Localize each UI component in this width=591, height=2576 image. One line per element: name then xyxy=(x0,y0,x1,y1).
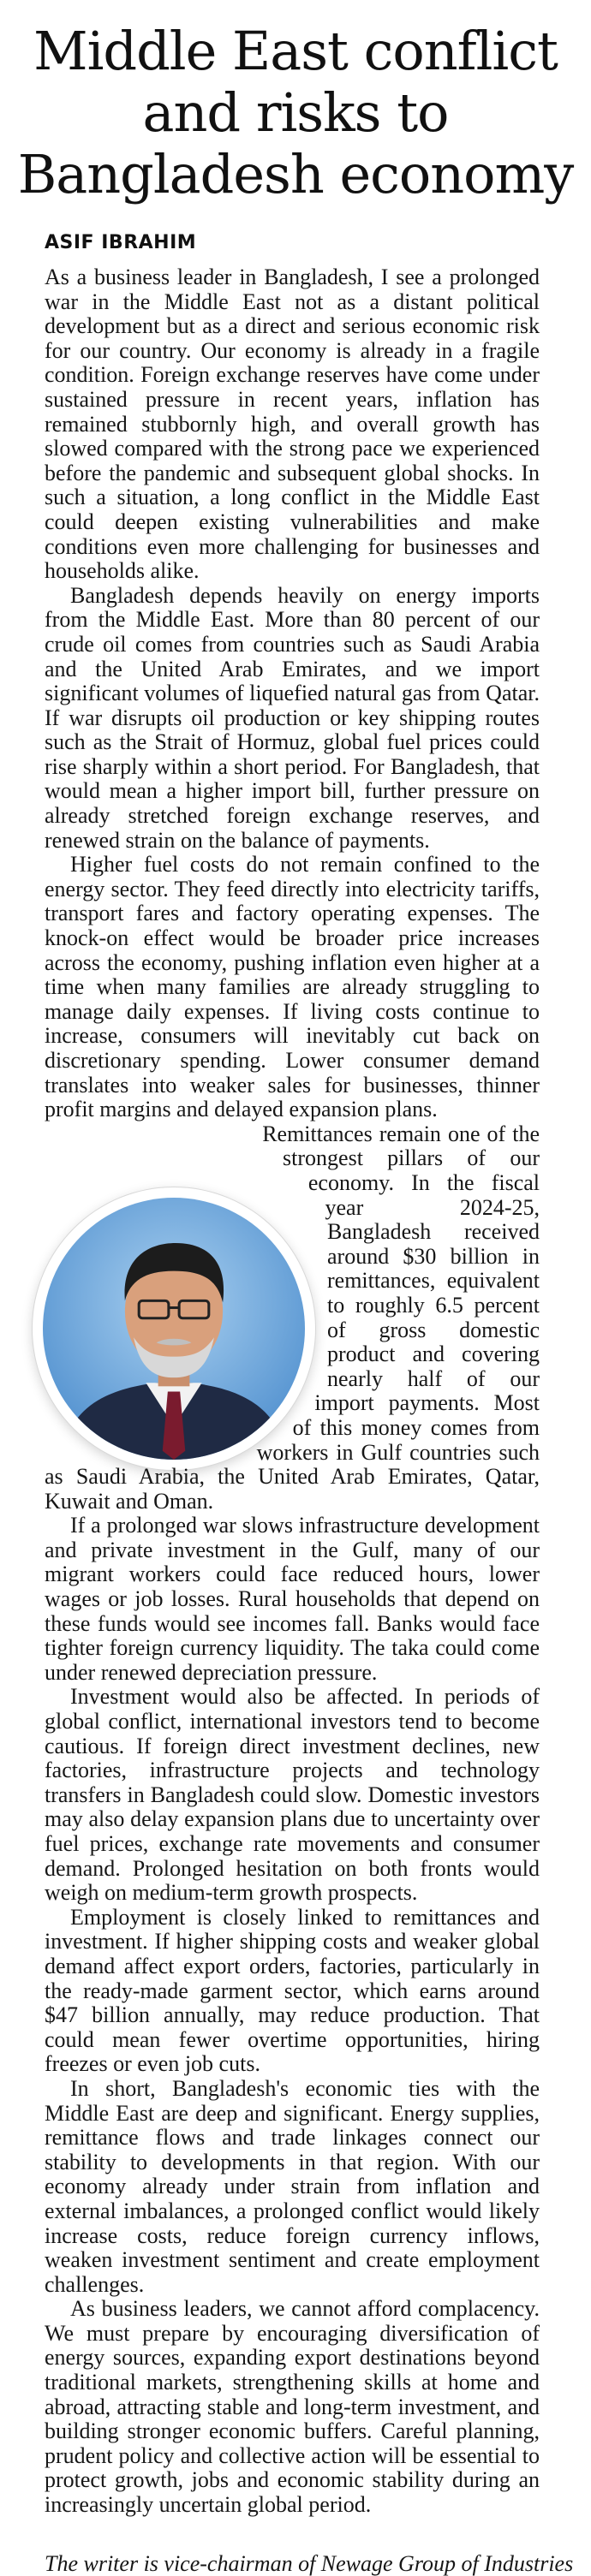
paragraph-2: Bangladesh depends heavily on energy imports from the Middle East. More than 80 percent of our crude oil comes from countries such as Saudi Arabia and the United Arab Emirates, and we import significant volumes of liquefied natural gas from Qatar. If war disrupts oil production or key shipping routes such as the Strait of Hormuz, global fuel prices could rise sharply within a short period. For Bangladesh, that would mean a higher import bill, further pressure on already stretched foreign exchange reserves, and renewed strain on the balance of payments. xyxy=(45,582,540,853)
headline: Middle East conflict and risks to Bangladesh economy xyxy=(17,20,574,205)
paragraph-9: As business leaders, we cannot afford complacency. We must prepare by encouraging diversification of energy sources, expanding export destinations beyond traditional markets, strengthening skills at home and abroad, attracting stable and long-term investment, and building stronger economic buffers. Careful planning, prudent policy and collective action will be essential to protect growth, jobs and economic stability during an increasingly uncertain global period. xyxy=(45,2296,540,2518)
paragraph-7: Employment is closely linked to remittances and investment. If higher shipping costs and weaker global demand affect export orders, factories, particularly in the ready-made garment sector, which earns around $47 billion annually, may reduce production. That could mean fewer overtime opportunities, hiring freezes or even job cuts. xyxy=(45,1904,540,2077)
author-portrait-image xyxy=(43,1198,305,1460)
paragraph-5: If a prolonged war slows infrastructure development and private investment in the Gulf, many of our migrant workers could face reduced hours, lower wages or job losses. Rural households that depend on these funds would see incomes fall. Banks would face tighter foreign currency liquidity. The taka could come under renewed depreciation pressure. xyxy=(45,1513,540,1685)
paragraph-8: In short, Bangladesh's economic ties with the Middle East are deep and significant. Energy supplies, remittance flows and trade linkages connect our stability to developments in that region. With our economy already under strain from inflation and external imbalances, a prolonged conflict would likely increase costs, reduce foreign currency inflows, weaken investment sentiment and create employment challenges. xyxy=(45,2075,540,2297)
author-note: The writer is vice-chairman of Newage Group of Industries xyxy=(45,2550,574,2576)
paragraph-6: Investment would also be affected. In periods of global conflict, international investors tend to become cautious. If foreign direct investment declines, new factories, infrastructure projects and technology transfers in Bangladesh could slow. Domestic investors may also delay expansion plans due to uncertainty over fuel prices, exchange rate movements and consumer demand. Prolonged hesitation on both fronts would weigh on medium-term growth prospects. xyxy=(45,1684,540,1906)
author-photo-frame xyxy=(33,1187,315,1470)
paragraph-4: Remittances remain one of the strongest pillars of our economy. In the fiscal year 2024-25, Bangladesh received around $30 billion in remittances, equivalent to roughly 6.5 percent of gross domestic product and covering nearly half of our import payments. Most of this money comes from workers in Gulf countries such as Saudi Arabia, the United Arab Emirates, Qatar, Kuwait and Oman. xyxy=(45,1121,540,1514)
article-body xyxy=(0,265,540,2518)
byline: ASIF IBRAHIM xyxy=(45,232,197,253)
paragraph-3: Higher fuel costs do not remain confined to the energy sector. They feed directly into electricity tariffs, transport fares and factory operating expenses. The knock-on effect would be broader price increases across the economy, pushing inflation even higher at a time when many families are already struggling to manage daily expenses. If living costs continue to increase, consumers will inevitably cut back on discretionary spending. Lower consumer demand translates into weaker sales for businesses, thinner profit margins and delayed expansion plans. xyxy=(45,852,540,1122)
paragraph-1: As a business leader in Bangladesh, I see a prolonged war in the Middle East not as a distant political development but as a direct and serious economic risk for our country. Our economy is already in a fragile condition. Foreign exchange reserves have come under sustained pressure in recent years, inflation has remained stubbornly high, and overall growth has slowed compared with the strong pace we experienced before the pandemic and subsequent global shocks. In such a situation, a long conflict in the Middle East could deepen existing vulnerabilities and make conditions even more challenging for businesses and households alike. xyxy=(45,265,540,584)
author-photo xyxy=(33,1187,319,1468)
